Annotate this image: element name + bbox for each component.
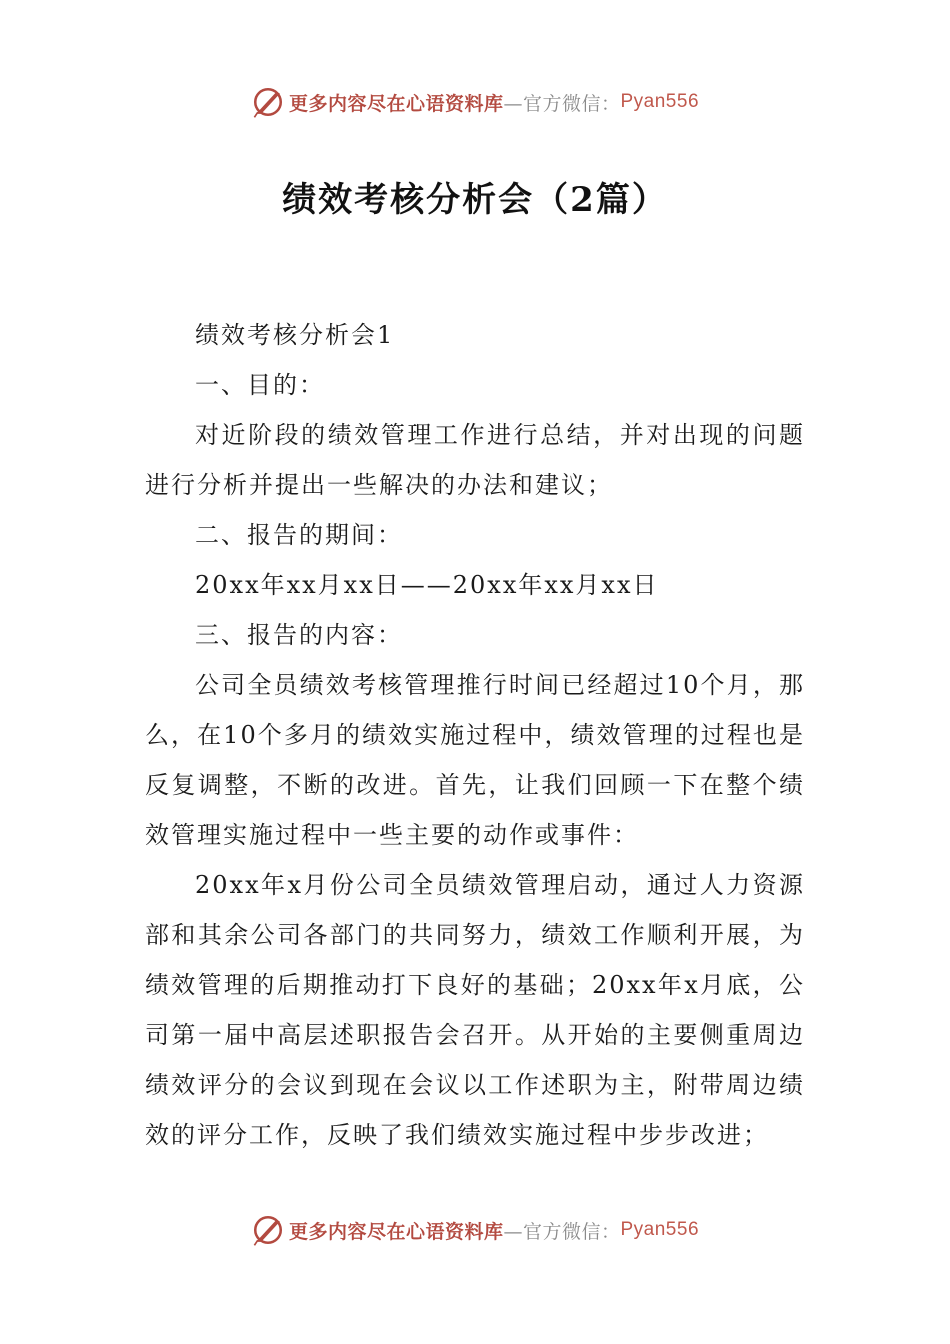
document-body: [145, 310, 805, 1160]
paragraph-content-2: 20xx年x月份公司全员绩效管理启动，通过人力资源部和其余公司各部门的共同努力，绩效工作顺利开展，为绩效管理的后期推动打下良好的基础；20xx年x月底，公司第一届中高层述职报告会召开。从开始的主要侧重周边绩效评分的会议到现在会议以工作述职为主，附带周边绩效的评分工作，反映了我们绩效实施过程中步步改进；: [145, 871, 805, 1149]
header-brand-text: 更多内容尽在心语资料库: [288, 92, 504, 115]
paragraph-purpose: 对近阶段的绩效管理工作进行总结，并对出现的问题进行分析并提出一些解决的办法和建议；: [145, 421, 805, 499]
paragraph-section-1-heading: 一、目的：: [195, 371, 325, 399]
footer-watermark-banner: [0, 1210, 950, 1250]
quill-logo-icon: [251, 85, 285, 119]
footer-wechat-id: Pyan556: [620, 1219, 700, 1240]
paragraph-heading: 绩效考核分析会1: [195, 321, 395, 349]
paragraph-section-2-heading: 二、报告的期间：: [195, 521, 403, 549]
header-watermark-banner: [0, 82, 950, 122]
footer-brand-text: 更多内容尽在心语资料库: [288, 1220, 504, 1243]
paragraph-content-1: 公司全员绩效考核管理推行时间已经超过10个月，那么，在10个多月的绩效实施过程中，绩效管理的过程也是反复调整，不断的改进。首先，让我们回顾一下在整个绩效管理实施过程中一些主要的动作或事件：: [145, 671, 805, 849]
quill-logo-icon: [251, 1213, 285, 1247]
paragraph-section-3-heading: 三、报告的内容：: [195, 621, 403, 649]
document-title: 绩效考核分析会（2篇）: [282, 180, 668, 220]
header-wechat-label: —官方微信：: [503, 92, 621, 115]
paragraph-period: 20xx年xx月xx日——20xx年xx月xx日: [195, 571, 659, 599]
header-wechat-id: Pyan556: [620, 91, 700, 112]
footer-wechat-label: —官方微信：: [503, 1220, 621, 1243]
